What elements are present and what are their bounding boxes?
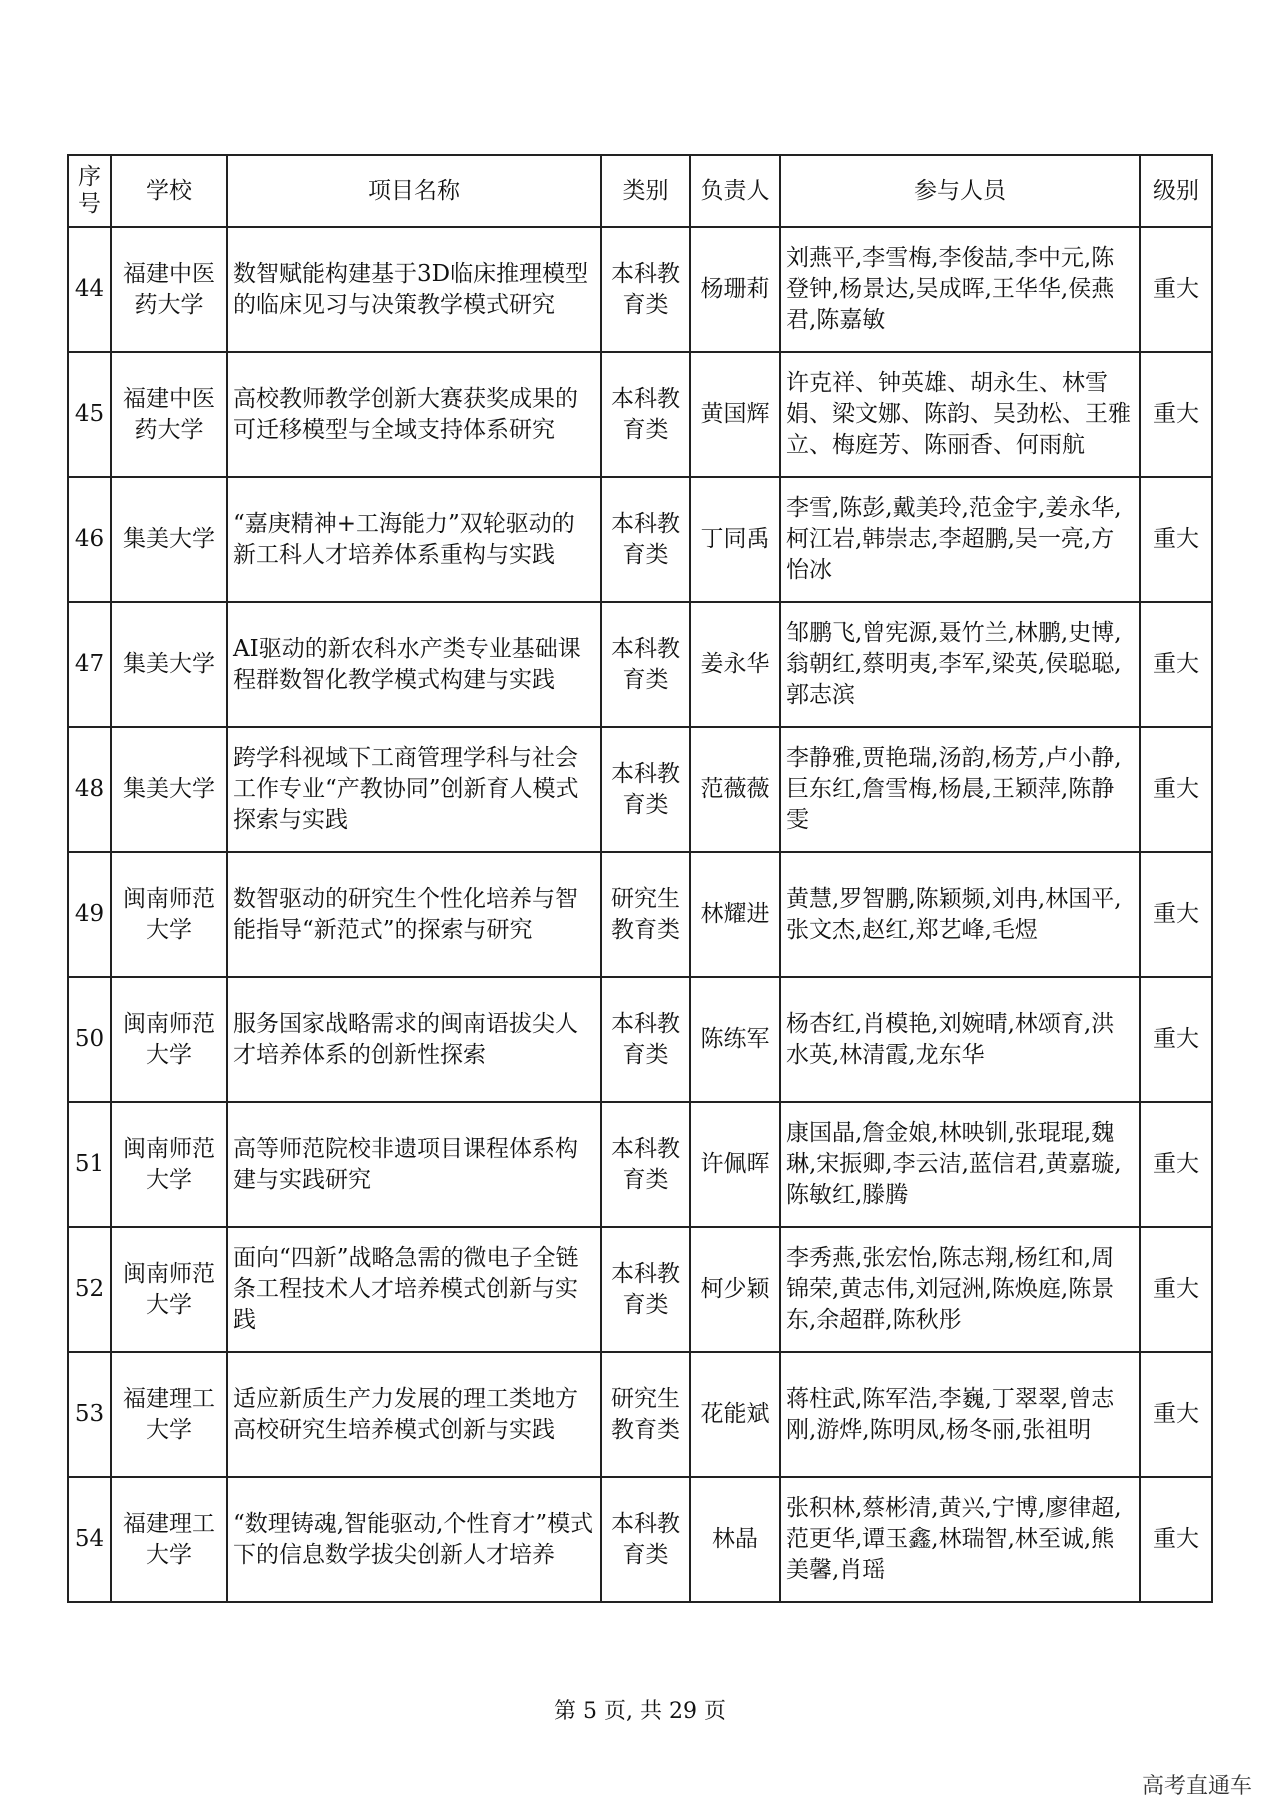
header-no: 序号 bbox=[68, 155, 111, 227]
table-row bbox=[68, 1352, 1212, 1477]
cell-members: 李秀燕,张宏怡,陈志翔,杨红和,周锦荣,黄志伟,刘冠洲,陈焕庭,陈景东,余超群,陈秋彤 bbox=[780, 1227, 1140, 1352]
cell-members: 黄慧,罗智鹏,陈颖频,刘冉,林国平,张文杰,赵红,郑艺峰,毛煜 bbox=[780, 852, 1140, 977]
project-table bbox=[67, 154, 1213, 1603]
cell-category: 研究生教育类 bbox=[601, 1352, 690, 1477]
cell-level: 重大 bbox=[1140, 602, 1212, 727]
cell-category: 本科教育类 bbox=[601, 977, 690, 1102]
cell-school: 福建理工大学 bbox=[111, 1477, 227, 1602]
header-level: 级别 bbox=[1140, 155, 1212, 227]
cell-members: 康国晶,詹金娘,林映钏,张琨琨,魏琳,宋振卿,李云洁,蓝信君,黄嘉璇,陈敏红,滕腾 bbox=[780, 1102, 1140, 1227]
table-row bbox=[68, 727, 1212, 852]
cell-project: “嘉庚精神+工海能力”双轮驱动的新工科人才培养体系重构与实践 bbox=[227, 477, 601, 602]
cell-leader: 杨珊莉 bbox=[690, 227, 780, 352]
cell-level: 重大 bbox=[1140, 852, 1212, 977]
watermark: 高考直通车 bbox=[1141, 1774, 1252, 1799]
cell-category: 本科教育类 bbox=[601, 727, 690, 852]
cell-category: 本科教育类 bbox=[601, 477, 690, 602]
cell-leader: 许佩晖 bbox=[690, 1102, 780, 1227]
table-header-row bbox=[68, 155, 1212, 227]
table-row bbox=[68, 1102, 1212, 1227]
cell-leader: 姜永华 bbox=[690, 602, 780, 727]
cell-category: 本科教育类 bbox=[601, 1227, 690, 1352]
table-row bbox=[68, 477, 1212, 602]
cell-no: 53 bbox=[68, 1352, 111, 1477]
cell-leader: 柯少颖 bbox=[690, 1227, 780, 1352]
cell-members: 李雪,陈彭,戴美玲,范金宇,姜永华,柯江岩,韩崇志,李超鹏,吴一亮,方怡冰 bbox=[780, 477, 1140, 602]
cell-leader: 黄国辉 bbox=[690, 352, 780, 477]
cell-school: 闽南师范大学 bbox=[111, 977, 227, 1102]
header-school: 学校 bbox=[111, 155, 227, 227]
header-project: 项目名称 bbox=[227, 155, 601, 227]
table-row bbox=[68, 602, 1212, 727]
cell-leader: 花能斌 bbox=[690, 1352, 780, 1477]
cell-no: 45 bbox=[68, 352, 111, 477]
cell-project: 服务国家战略需求的闽南语拔尖人才培养体系的创新性探索 bbox=[227, 977, 601, 1102]
cell-category: 本科教育类 bbox=[601, 1102, 690, 1227]
cell-members: 许克祥、钟英雄、胡永生、林雪娟、梁文娜、陈韵、吴劲松、王雅立、梅庭芳、陈丽香、何雨航 bbox=[780, 352, 1140, 477]
cell-level: 重大 bbox=[1140, 1227, 1212, 1352]
cell-project: 高等师范院校非遗项目课程体系构建与实践研究 bbox=[227, 1102, 601, 1227]
page-number: 第 5 页, 共 29 页 bbox=[554, 1699, 726, 1724]
cell-no: 52 bbox=[68, 1227, 111, 1352]
cell-school: 福建中医药大学 bbox=[111, 227, 227, 352]
cell-members: 邹鹏飞,曾宪源,聂竹兰,林鹏,史博,翁朝红,蔡明夷,李军,梁英,侯聪聪,郭志滨 bbox=[780, 602, 1140, 727]
cell-level: 重大 bbox=[1140, 1102, 1212, 1227]
cell-school: 集美大学 bbox=[111, 602, 227, 727]
cell-project: 高校教师教学创新大赛获奖成果的可迁移模型与全域支持体系研究 bbox=[227, 352, 601, 477]
cell-members: 张积林,蔡彬清,黄兴,宁博,廖律超,范更华,谭玉鑫,林瑞智,林至诚,熊美馨,肖瑶 bbox=[780, 1477, 1140, 1602]
cell-school: 集美大学 bbox=[111, 727, 227, 852]
header-leader: 负责人 bbox=[690, 155, 780, 227]
cell-project: 跨学科视域下工商管理学科与社会工作专业“产教协同”创新育人模式探索与实践 bbox=[227, 727, 601, 852]
cell-no: 50 bbox=[68, 977, 111, 1102]
cell-leader: 林耀进 bbox=[690, 852, 780, 977]
cell-category: 本科教育类 bbox=[601, 1477, 690, 1602]
cell-project: 数智驱动的研究生个性化培养与智能指导“新范式”的探索与研究 bbox=[227, 852, 601, 977]
cell-leader: 林晶 bbox=[690, 1477, 780, 1602]
cell-school: 集美大学 bbox=[111, 477, 227, 602]
cell-no: 48 bbox=[68, 727, 111, 852]
cell-school: 闽南师范大学 bbox=[111, 1102, 227, 1227]
cell-school: 闽南师范大学 bbox=[111, 1227, 227, 1352]
cell-no: 54 bbox=[68, 1477, 111, 1602]
cell-level: 重大 bbox=[1140, 1352, 1212, 1477]
cell-level: 重大 bbox=[1140, 727, 1212, 852]
cell-school: 福建中医药大学 bbox=[111, 352, 227, 477]
cell-project: AI驱动的新农科水产类专业基础课程群数智化教学模式构建与实践 bbox=[227, 602, 601, 727]
cell-level: 重大 bbox=[1140, 227, 1212, 352]
cell-school: 闽南师范大学 bbox=[111, 852, 227, 977]
header-category: 类别 bbox=[601, 155, 690, 227]
table-row bbox=[68, 1227, 1212, 1352]
cell-members: 李静雅,贾艳瑞,汤韵,杨芳,卢小静,巨东红,詹雪梅,杨晨,王颖萍,陈静雯 bbox=[780, 727, 1140, 852]
cell-no: 46 bbox=[68, 477, 111, 602]
table-row bbox=[68, 852, 1212, 977]
cell-leader: 范薇薇 bbox=[690, 727, 780, 852]
cell-level: 重大 bbox=[1140, 977, 1212, 1102]
cell-category: 本科教育类 bbox=[601, 602, 690, 727]
table-row bbox=[68, 977, 1212, 1102]
cell-no: 49 bbox=[68, 852, 111, 977]
cell-members: 蒋柱武,陈军浩,李巍,丁翠翠,曾志刚,游烨,陈明凤,杨冬丽,张祖明 bbox=[780, 1352, 1140, 1477]
cell-members: 刘燕平,李雪梅,李俊喆,李中元,陈登钟,杨景达,吴成晖,王华华,侯燕君,陈嘉敏 bbox=[780, 227, 1140, 352]
table-row bbox=[68, 352, 1212, 477]
cell-category: 研究生教育类 bbox=[601, 852, 690, 977]
cell-no: 44 bbox=[68, 227, 111, 352]
cell-no: 47 bbox=[68, 602, 111, 727]
cell-level: 重大 bbox=[1140, 1477, 1212, 1602]
cell-project: “数理铸魂,智能驱动,个性育才”模式下的信息数学拔尖创新人才培养 bbox=[227, 1477, 601, 1602]
cell-no: 51 bbox=[68, 1102, 111, 1227]
cell-school: 福建理工大学 bbox=[111, 1352, 227, 1477]
cell-level: 重大 bbox=[1140, 352, 1212, 477]
table-row bbox=[68, 227, 1212, 352]
cell-level: 重大 bbox=[1140, 477, 1212, 602]
cell-project: 数智赋能构建基于3D临床推理模型的临床见习与决策教学模式研究 bbox=[227, 227, 601, 352]
cell-leader: 丁同禹 bbox=[690, 477, 780, 602]
header-members: 参与人员 bbox=[780, 155, 1140, 227]
table-row bbox=[68, 1477, 1212, 1602]
cell-category: 本科教育类 bbox=[601, 352, 690, 477]
cell-project: 适应新质生产力发展的理工类地方高校研究生培养模式创新与实践 bbox=[227, 1352, 601, 1477]
cell-members: 杨杏红,肖模艳,刘婉晴,林颂育,洪水英,林清霞,龙东华 bbox=[780, 977, 1140, 1102]
cell-category: 本科教育类 bbox=[601, 227, 690, 352]
cell-project: 面向“四新”战略急需的微电子全链条工程技术人才培养模式创新与实践 bbox=[227, 1227, 601, 1352]
cell-leader: 陈练军 bbox=[690, 977, 780, 1102]
